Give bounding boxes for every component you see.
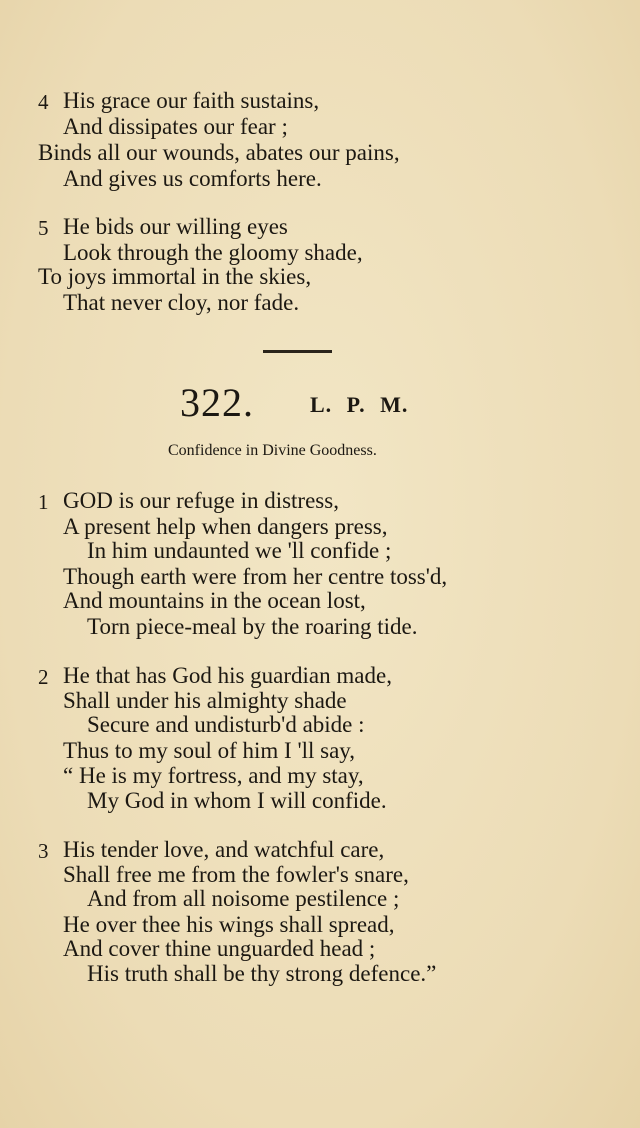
verse-number: 1 [38, 490, 49, 514]
section-divider [263, 350, 332, 353]
verse-line: His tender love, and watchful care, [63, 837, 385, 862]
verse-line: His grace our faith sustains, [63, 88, 320, 113]
verse-line: That never cloy, nor fade. [63, 290, 300, 315]
hymn-number: 322. [180, 380, 254, 425]
verse-line: He that has God his guardian made, [63, 663, 392, 688]
verse-line: GOD is our refuge in distress, [63, 488, 339, 513]
verse-line: Though earth were from her centre toss'd, [63, 564, 448, 589]
verse-line: Torn piece-meal by the roaring tide. [87, 614, 418, 639]
verse-number: 2 [38, 665, 49, 689]
verse-line: His truth shall be thy strong defence.” [87, 961, 437, 986]
verse-number: 3 [38, 839, 49, 863]
verse-line: Shall under his almighty shade [63, 688, 347, 713]
verse-number: 4 [38, 90, 49, 114]
verse-line: Secure and undisturb'd abide : [87, 712, 365, 737]
verse-line: And dissipates our fear ; [63, 114, 288, 139]
verse-line: Binds all our wounds, abates our pains, [38, 140, 400, 165]
verse-number: 5 [38, 216, 49, 240]
verse-line: And gives us comforts here. [63, 166, 322, 191]
hymn-meter: L. P. M. [310, 392, 409, 417]
verse-line: Thus to my soul of him I 'll say, [63, 738, 356, 763]
verse-line: Shall free me from the fowler's snare, [63, 862, 409, 887]
verse-line: A present help when dangers press, [63, 514, 388, 539]
verse-line: He over thee his wings shall spread, [63, 912, 395, 937]
verse-line: And mountains in the ocean lost, [63, 588, 366, 613]
verse-line: He bids our willing eyes [63, 214, 288, 239]
verse-line: My God in whom I will confide. [87, 788, 387, 813]
verse-line: To joys immortal in the skies, [38, 264, 312, 289]
verse-line: In him undaunted we 'll confide ; [87, 538, 392, 563]
verse-line: And from all noisome pestilence ; [87, 886, 400, 911]
hymn-title: Confidence in Divine Goodness. [168, 442, 377, 459]
verse-line: And cover thine unguarded head ; [63, 936, 376, 961]
verse-line: “ He is my fortress, and my stay, [63, 763, 364, 788]
verse-line: Look through the gloomy shade, [63, 240, 363, 265]
